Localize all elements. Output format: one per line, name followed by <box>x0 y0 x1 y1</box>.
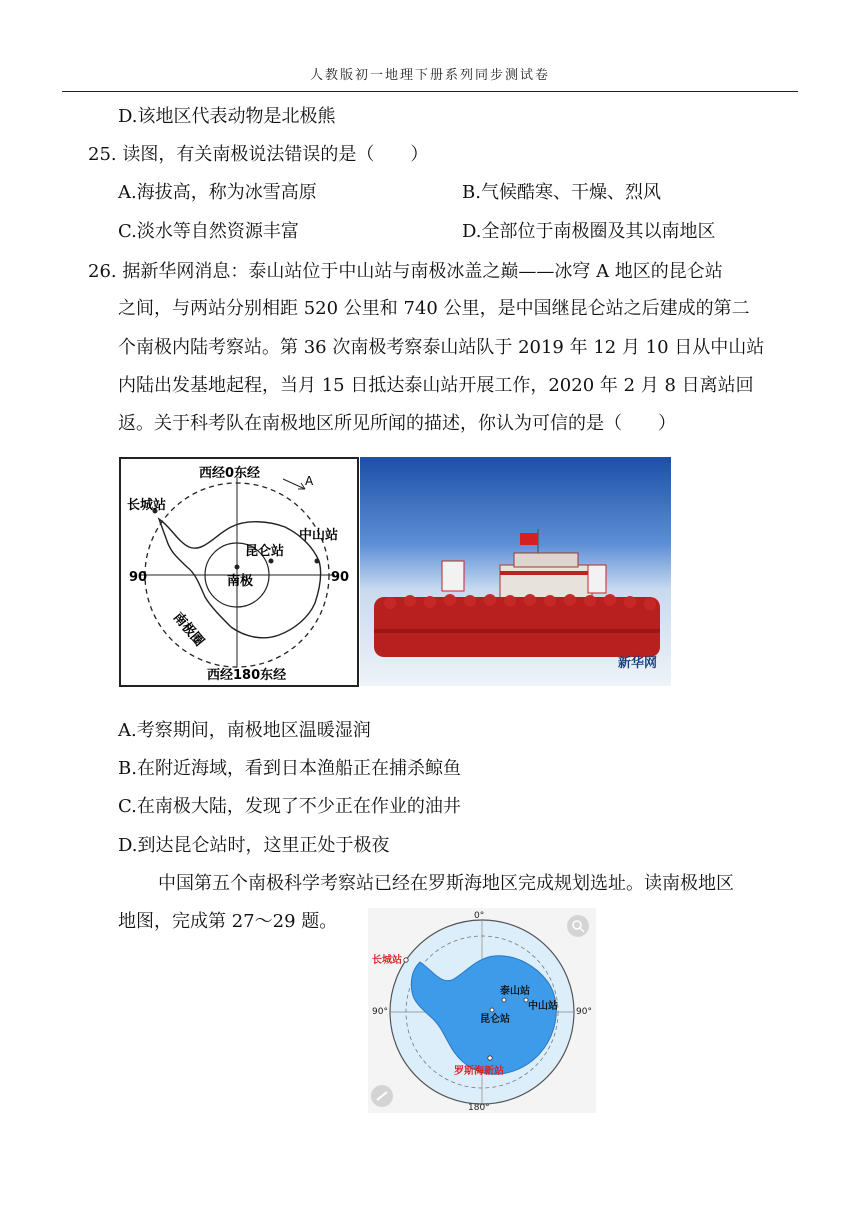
expedition-photo <box>360 457 671 686</box>
q25-option-d: D.全部位于南极圈及其以南地区 <box>462 221 716 242</box>
intro-line-2: 地图，完成第 27～29 题。 <box>118 911 338 932</box>
map1-right-label: 90 <box>331 570 350 585</box>
antarctica-color-map <box>368 908 596 1113</box>
map1-left-label: 90 <box>129 570 148 585</box>
q26-option-b: B.在附近海域，看到日本渔船正在捕杀鲸鱼 <box>118 758 461 779</box>
q25-option-b: B.气候酷寒、干燥、烈风 <box>462 182 661 203</box>
q25-option-a: A.海拔高，称为冰雪高原 <box>118 182 317 203</box>
map1-circle-label: 南极圈 <box>169 609 207 650</box>
q26-stem-line-5: 返。关于科考队在南极地区所见所闻的描述，你认为可信的是（ ） <box>118 413 676 434</box>
intro-line-1: 中国第五个南极科学考察站已经在罗斯海地区完成规划选址。读南极地区 <box>158 873 734 894</box>
map2-rosssea-label: 罗斯海新站 <box>454 1066 504 1077</box>
map1-arrow-label: A <box>305 474 314 488</box>
map2-kunlun-label: 昆仑站 <box>480 1014 510 1025</box>
map1-kunlun-label: 昆仑站 <box>245 544 285 559</box>
map2-right-label: 90° <box>576 1007 592 1017</box>
map2-changcheng-label: 长城站 <box>372 955 402 966</box>
map2-bottom-label: 180° <box>468 1103 490 1113</box>
q25-option-c: C.淡水等自然资源丰富 <box>118 221 299 242</box>
q26-option-d: D.到达昆仑站时，这里正处于极夜 <box>118 835 390 856</box>
page-header: 人教版初一地理下册系列同步测试卷 <box>309 68 550 83</box>
q26-option-c: C.在南极大陆，发现了不少正在作业的油井 <box>118 796 461 817</box>
photo-watermark: 新华网 <box>618 656 658 671</box>
q26-stem-line-2: 之间，与两站分别相距 520 公里和 740 公里，是中国继昆仑站之后建成的第二 <box>118 298 750 319</box>
zoom-icon[interactable] <box>567 915 589 937</box>
q24-option-d: D.该地区代表动物是北极熊 <box>118 106 336 127</box>
q26-stem-line-3: 个南极内陆考察站。第 36 次南极考察泰山站队于 2019 年 12 月 10 日从中山站 <box>118 337 765 358</box>
q26-stem-line-1: 26. 据新华网消息：泰山站位于中山站与南极冰盖之巅——冰穹 A 地区的昆仑站 <box>88 261 723 282</box>
map2-left-label: 90° <box>372 1007 388 1017</box>
map2-zhongshan-label: 中山站 <box>528 1001 558 1012</box>
q26-option-a: A.考察期间，南极地区温暖湿润 <box>118 720 371 741</box>
map1-pole-label: 南极 <box>227 574 254 589</box>
map1-bottom-label: 西经180东经 <box>207 668 287 683</box>
map1-top-label: 西经0东经 <box>199 466 261 481</box>
header-divider <box>62 91 798 92</box>
map2-taishan-label: 泰山站 <box>500 986 530 997</box>
q26-stem-line-4: 内陆出发基地起程，当月 15 日抵达泰山站开展工作，2020 年 2 月 8 日离站回 <box>118 375 754 396</box>
map2-top-label: 0° <box>474 911 485 921</box>
q25-stem: 25. 读图，有关南极说法错误的是（ ） <box>88 144 429 165</box>
map1-changcheng-label: 长城站 <box>127 498 167 513</box>
map1-zhongshan-label: 中山站 <box>299 528 339 543</box>
antarctica-map-figure <box>119 457 359 687</box>
